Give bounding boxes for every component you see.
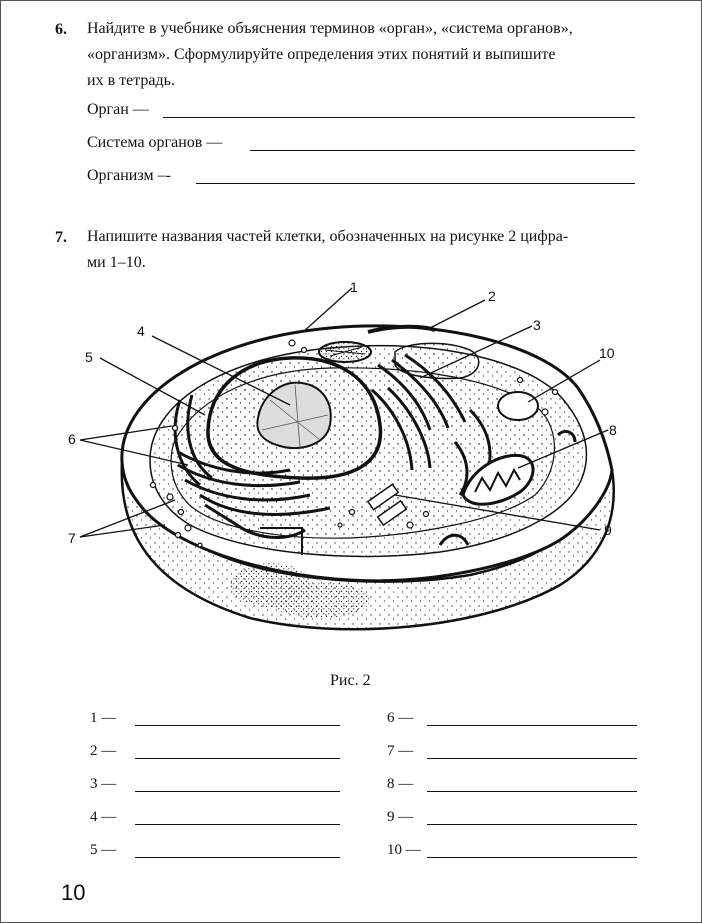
task-7-number: 7. xyxy=(55,229,67,246)
figure-label-1: 1 xyxy=(350,279,358,295)
figure-label-9: 9 xyxy=(604,522,612,538)
task-6-line-1: Найдите в учебнике объяснения терминов «орган», «система органов», xyxy=(87,20,573,37)
definition-label-organism: Организм –- xyxy=(87,167,171,184)
task-6-text xyxy=(87,16,647,94)
definition-line-organism[interactable] xyxy=(196,183,635,184)
answer-label-9: 9 — xyxy=(387,809,414,825)
answer-line-4[interactable] xyxy=(135,824,340,825)
answer-line-6[interactable] xyxy=(427,725,637,726)
definition-line-organ[interactable] xyxy=(163,117,635,118)
answer-line-8[interactable] xyxy=(427,791,637,792)
task-6-number: 6. xyxy=(55,21,67,38)
figure-label-6: 6 xyxy=(68,431,76,447)
answer-label-10: 10 — xyxy=(387,842,421,858)
definition-label-organ-system: Система органов — xyxy=(87,134,223,151)
answer-line-1[interactable] xyxy=(135,725,340,726)
figure-caption: Рис. 2 xyxy=(330,672,371,689)
definition-line-organ-system[interactable] xyxy=(250,150,635,151)
answer-line-10[interactable] xyxy=(427,857,637,858)
answer-label-6: 6 — xyxy=(387,710,414,726)
figure-label-8: 8 xyxy=(609,422,617,438)
answer-line-5[interactable] xyxy=(135,857,340,858)
answer-label-4: 4 — xyxy=(90,809,117,825)
answer-label-8: 8 — xyxy=(387,776,414,792)
task-6-line-2: «организм». Сформулируйте определения этих понятий и выпишите xyxy=(87,46,556,63)
answer-label-2: 2 — xyxy=(90,743,117,759)
task-7-line-1: Напишите названия частей клетки, обозначенных на рисунке 2 цифра- xyxy=(87,228,569,245)
figure-label-3: 3 xyxy=(533,317,541,333)
definition-label-organ: Орган — xyxy=(87,101,149,118)
answer-label-1: 1 — xyxy=(90,710,117,726)
centriole xyxy=(319,342,371,362)
task-7-line-2: ми 1–10. xyxy=(87,254,146,271)
answer-line-3[interactable] xyxy=(135,791,340,792)
answer-line-7[interactable] xyxy=(427,758,637,759)
animal-cell-illustration xyxy=(0,270,702,650)
answer-line-2[interactable] xyxy=(135,758,340,759)
figure-label-5: 5 xyxy=(85,349,93,365)
figure-label-10: 10 xyxy=(599,345,615,361)
figure-label-7: 7 xyxy=(68,530,76,546)
figure-label-4: 4 xyxy=(137,323,145,339)
task-6-line-3: их в тетрадь. xyxy=(87,72,175,89)
answer-label-5: 5 — xyxy=(90,842,117,858)
page-number: 10 xyxy=(61,880,86,905)
answer-label-7: 7 — xyxy=(387,743,414,759)
figure-label-2: 2 xyxy=(488,288,496,304)
task-7-text xyxy=(87,224,647,276)
answer-label-3: 3 — xyxy=(90,776,117,792)
answer-line-9[interactable] xyxy=(427,824,637,825)
